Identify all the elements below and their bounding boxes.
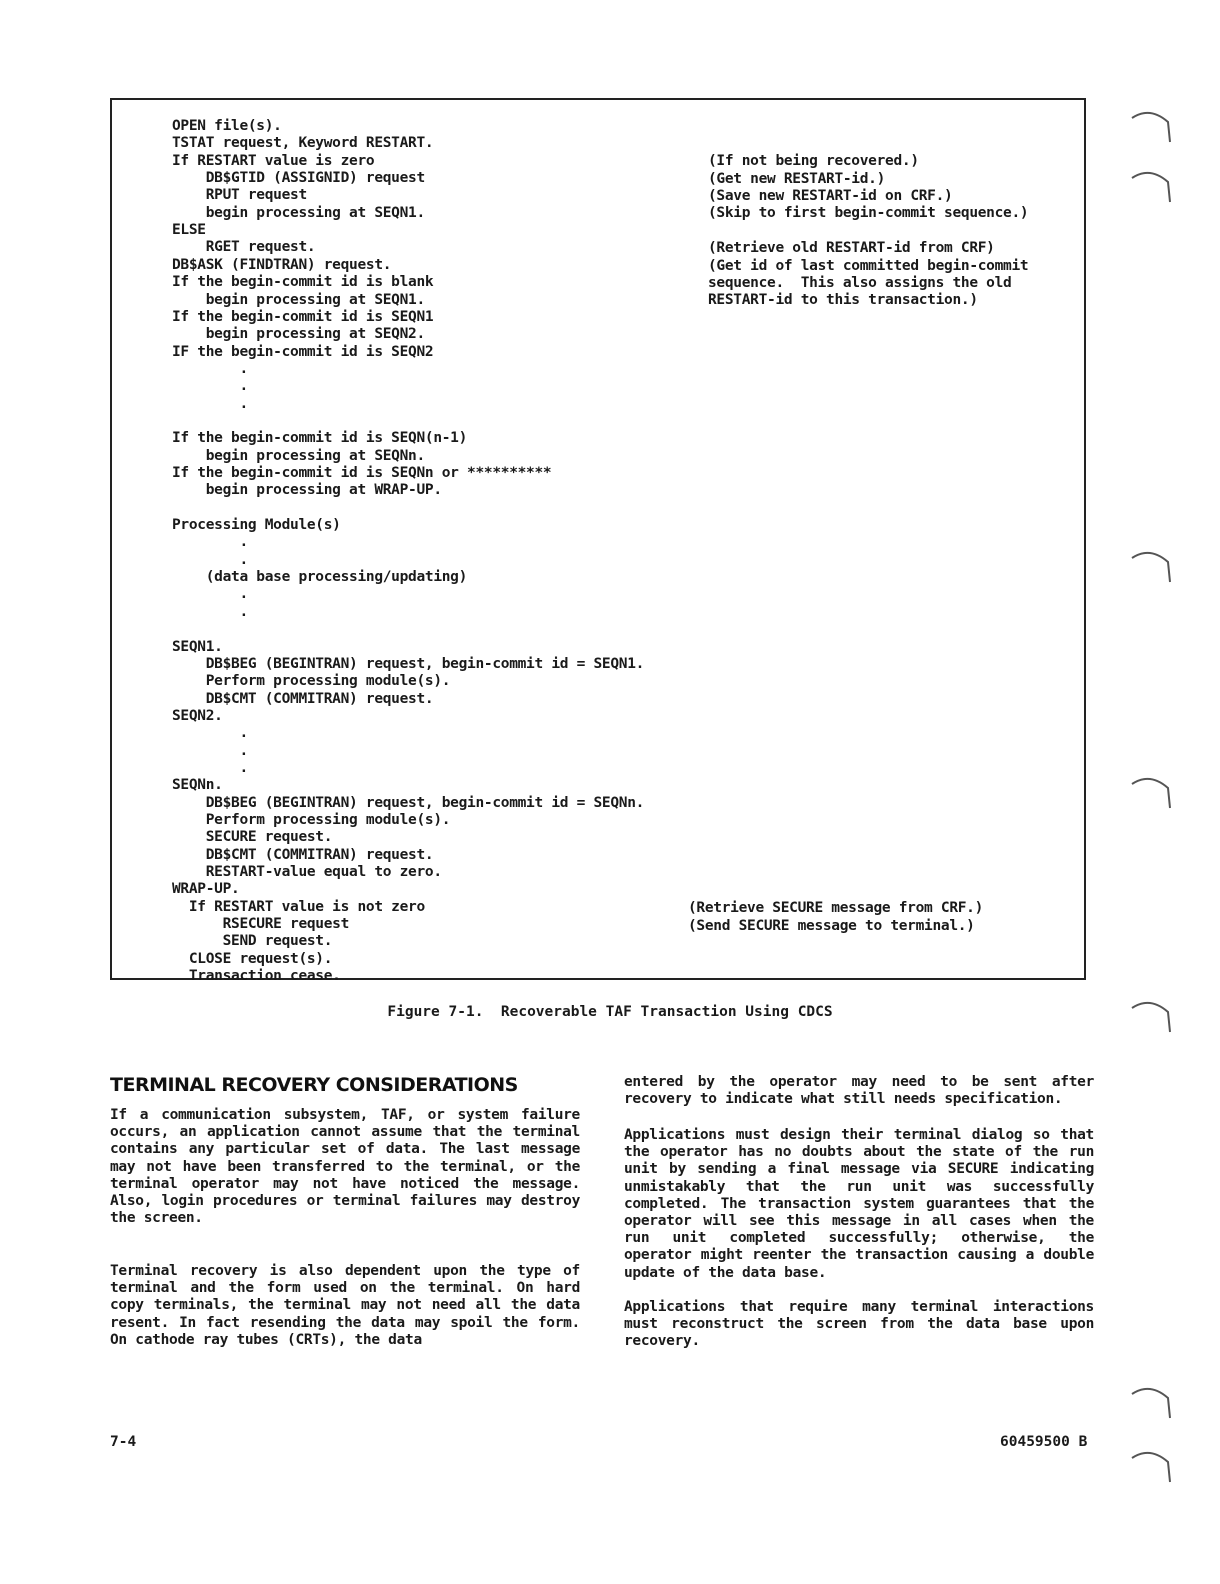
code-line: . <box>172 586 248 603</box>
code-line: DB$CMT (COMMITRAN) request. <box>172 846 434 863</box>
code-line: OPEN file(s). <box>172 118 282 134</box>
code-comment: (Retrieve SECURE message from CRF.) <box>688 900 984 916</box>
code-line: RSECURE request <box>172 916 350 933</box>
right-paragraph-3: Applications that require many terminal interactions must reconstruct the screen from the data base upon recovery. <box>624 1299 1094 1350</box>
code-line: begin processing at SEQN2. <box>172 326 425 343</box>
code-line: Perform processing module(s). <box>172 673 451 690</box>
code-comment: (Save new RESTART-id on CRF.) <box>708 188 953 204</box>
code-line: If the begin-commit id is SEQN(n-1) <box>172 430 468 447</box>
code-line: SEND request. <box>172 933 333 950</box>
code-comment: (Skip to first begin-commit sequence.) <box>708 205 1029 221</box>
code-line: If the begin-commit id is blank <box>172 274 434 291</box>
code-comment: sequence. This also assigns the old <box>708 275 1012 291</box>
code-line: . <box>172 360 248 377</box>
code-line: begin processing at WRAP-UP. <box>172 482 442 499</box>
code-line: SECURE request. <box>172 829 333 846</box>
code-line: Transaction cease. <box>172 968 341 985</box>
punch-hole-icon <box>1130 1446 1172 1484</box>
code-line: . <box>172 742 248 759</box>
code-line: DB$GTID (ASSIGNID) request <box>172 170 425 187</box>
code-line: . <box>172 551 248 568</box>
document-number: 60459500 B <box>1000 1434 1088 1450</box>
code-line: CLOSE request(s). <box>172 950 333 967</box>
code-comment: RESTART-id to this transaction.) <box>708 292 978 308</box>
code-line: IF the begin-commit id is SEQN2 <box>172 343 434 360</box>
code-line: SEQN2. <box>172 707 223 724</box>
code-line: RGET request. <box>172 239 316 256</box>
code-line: begin processing at SEQN1. <box>172 204 425 221</box>
punch-hole-icon <box>1130 1382 1172 1420</box>
page-number: 7-4 <box>110 1434 137 1450</box>
figure-caption: Figure 7-1. Recoverable TAF Transaction Using CDCS <box>387 1004 833 1020</box>
code-line: SEQNn. <box>172 777 223 794</box>
code-line: . <box>172 759 248 776</box>
code-comment: (Retrieve old RESTART-id from CRF) <box>708 240 995 256</box>
punch-hole-icon <box>1130 772 1172 810</box>
code-comment: (If not being recovered.) <box>708 153 919 169</box>
code-line: ELSE <box>172 222 206 239</box>
code-line: DB$CMT (COMMITRAN) request. <box>172 690 434 707</box>
right-paragraph-2: Applications must design their terminal dialog so that the operator has no doubts about the state of the run unit by sending a final message via SECURE indicating unmistakably that the run unit was successfully completed. The transaction system guarantees that the operator will see this message in all cases when the run unit completed successfully; otherwise, the operator might reenter the transaction causing a double update of the data base. <box>624 1127 1094 1281</box>
code-line: TSTAT request, Keyword RESTART. <box>172 135 434 152</box>
code-line: If the begin-commit id is SEQN1 <box>172 308 434 325</box>
code-line: begin processing at SEQN1. <box>172 291 425 308</box>
code-line: (data base processing/updating) <box>172 569 468 586</box>
code-line: If RESTART value is zero <box>172 152 375 169</box>
code-line: DB$ASK (FINDTRAN) request. <box>172 256 392 273</box>
punch-hole-icon <box>1130 106 1172 144</box>
figure-box <box>110 98 1086 985</box>
code-comment: (Get id of last committed begin-commit <box>708 258 1029 274</box>
code-comment: (Get new RESTART-id.) <box>708 171 886 187</box>
code-line: Perform processing module(s). <box>172 812 451 828</box>
code-line: . <box>172 725 248 742</box>
code-line: . <box>172 378 248 395</box>
code-line: RESTART-value equal to zero. <box>172 864 442 881</box>
code-line: begin processing at SEQNn. <box>172 447 425 464</box>
code-line: SEQN1. <box>172 638 223 655</box>
code-line: . <box>172 603 248 620</box>
code-line: If RESTART value is not zero <box>172 898 425 915</box>
right-paragraph-1: entered by the operator may need to be sent after recovery to indicate what still needs specification. <box>624 1074 1094 1108</box>
punch-hole-icon <box>1130 546 1172 584</box>
code-line: RPUT request <box>172 187 307 204</box>
punch-hole-icon <box>1130 996 1172 1034</box>
code-line: DB$BEG (BEGINTRAN) request, begin-commit id = SEQN1. <box>172 655 645 672</box>
code-line: Processing Module(s) <box>172 517 341 534</box>
left-paragraph-2: Terminal recovery is also dependent upon the type of terminal and the form used on the terminal. On hard copy terminals, the terminal may not need all the data resent. In fact resending the data may spoil the form. On cathode ray tubes (CRTs), the data <box>110 1263 580 1348</box>
code-line: . <box>172 534 248 551</box>
section-heading: TERMINAL RECOVERY CONSIDERATIONS <box>110 1074 518 1096</box>
code-line: DB$BEG (BEGINTRAN) request, begin-commit id = SEQNn. <box>172 794 645 811</box>
code-line: WRAP-UP. <box>172 881 240 898</box>
punch-hole-icon <box>1130 166 1172 204</box>
code-comment: (Send SECURE message to terminal.) <box>688 918 975 934</box>
left-paragraph-1: If a communication subsystem, TAF, or system failure occurs, an application cannot assume that the terminal contains any particular set of data. The last message may not have been transferred to the terminal, or the terminal operator may not have noticed the message. Also, login procedures or terminal failures may destroy the screen. <box>110 1107 580 1227</box>
code-line: If the begin-commit id is SEQNn or ********** <box>172 465 552 481</box>
code-line: . <box>172 395 248 412</box>
